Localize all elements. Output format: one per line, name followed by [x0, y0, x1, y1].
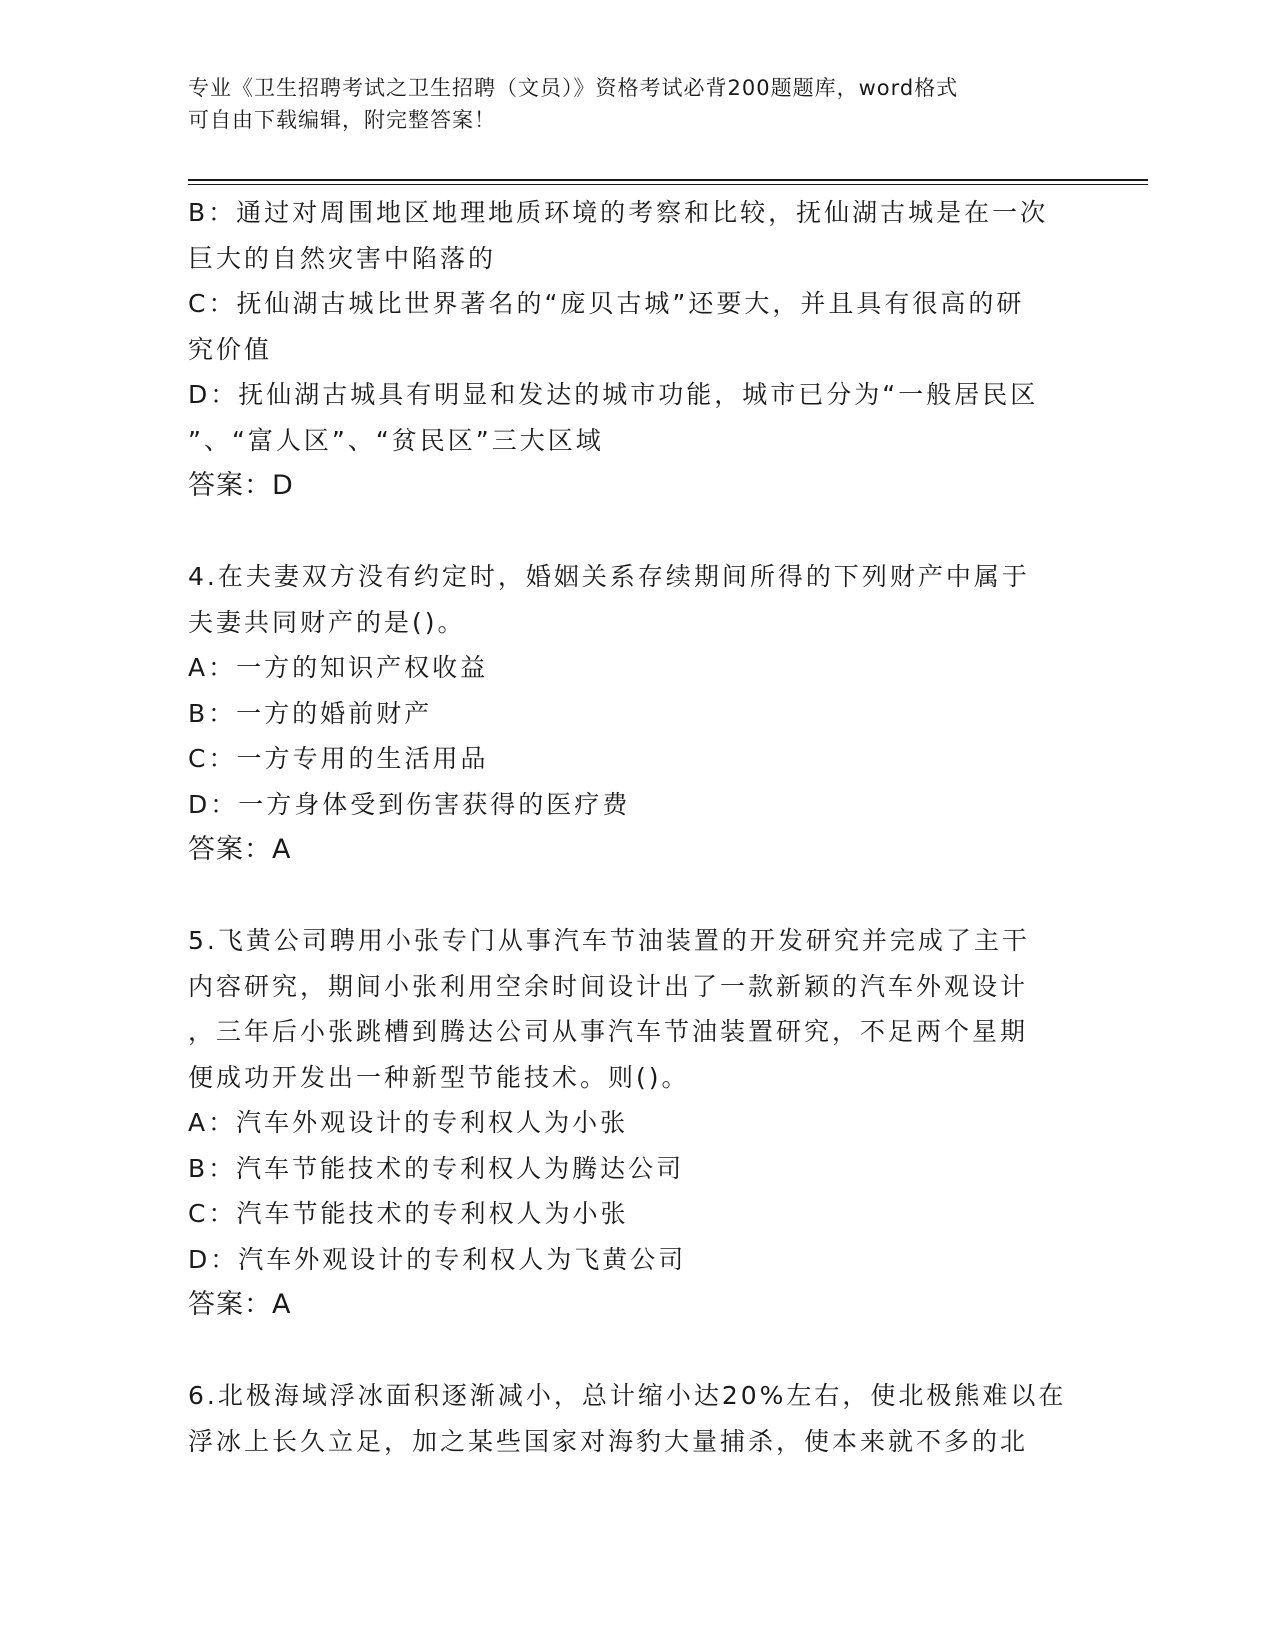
option-c-line: 究价值 — [188, 334, 273, 364]
option-c: C：一方专用的生活用品 — [188, 744, 489, 773]
option-b: B：汽车节能技术的专利权人为腾达公司 — [188, 1153, 685, 1183]
answer-label: 答案：D — [188, 470, 294, 501]
question-stem-line: 4.在夫妻双方没有约定时，婚姻关系存续期间所得的下列财产中属于 — [188, 562, 1030, 591]
option-b-line: 巨大的自然灾害中陷落的 — [188, 243, 497, 273]
option-c: C：汽车节能技术的专利权人为小张 — [188, 1199, 629, 1228]
header-line: 专业《卫生招聘考试之卫生招聘（文员）》资格考试必背200题题库，word格式 — [188, 76, 959, 100]
question-4 — [188, 554, 1088, 873]
question-content — [188, 190, 1088, 1464]
header-divider-thick — [188, 179, 1148, 181]
question-stem-line: 6.北极海域浮冰面积逐渐减小，总计缩小达20%左右，使北极熊难以在 — [188, 1381, 1067, 1410]
option-b-line: B：通过对周围地区地理地质环境的考察和比较，抚仙湖古城是在一次 — [188, 198, 1049, 227]
header-divider-thin — [188, 184, 1148, 185]
question-stem-line: ，三年后小张跳槽到腾达公司从事汽车节油装置研究，不足两个星期 — [188, 1017, 1029, 1046]
header-line: 可自由下载编辑，附完整答案！ — [188, 108, 496, 132]
option-a: A：一方的知识产权收益 — [188, 653, 489, 682]
question-stem-line: 夫妻共同财产的是()。 — [188, 607, 466, 637]
option-d: D：一方身体受到伤害获得的医疗费 — [188, 789, 631, 819]
question-stem-line: 浮冰上长久立足，加之某些国家对海豹大量捕杀，使本来就不多的北 — [188, 1426, 1029, 1456]
question-3-continued — [188, 190, 1088, 509]
question-5 — [188, 918, 1088, 1328]
option-d: D：汽车外观设计的专利权人为飞黄公司 — [188, 1244, 687, 1274]
document-header — [188, 72, 1088, 136]
answer-label: 答案：A — [188, 1289, 292, 1320]
question-stem-line: 5.飞黄公司聘用小张专门从事汽车节油装置的开发研究并完成了主干 — [188, 926, 1030, 955]
option-a: A：汽车外观设计的专利权人为小张 — [188, 1108, 629, 1137]
question-stem-line: 内容研究，期间小张利用空余时间设计出了一款新颖的汽车外观设计 — [188, 971, 1029, 1001]
question-stem-line: 便成功开发出一种新型节能技术。则()。 — [188, 1062, 690, 1092]
option-d-line: ”、“富人区”、“贫民区”三大区域 — [188, 425, 604, 455]
option-d-line: D：抚仙湖古城具有明显和发达的城市功能，城市已分为“一般居民区 — [188, 380, 1039, 409]
option-c-line: C：抚仙湖古城比世界著名的“庞贝古城”还要大，并且具有很高的研 — [188, 289, 1025, 318]
spacer — [188, 509, 1088, 555]
spacer — [188, 873, 1088, 919]
option-b: B：一方的婚前财产 — [188, 698, 433, 728]
question-6 — [188, 1373, 1088, 1464]
answer-label: 答案：A — [188, 834, 292, 865]
spacer — [188, 1328, 1088, 1374]
